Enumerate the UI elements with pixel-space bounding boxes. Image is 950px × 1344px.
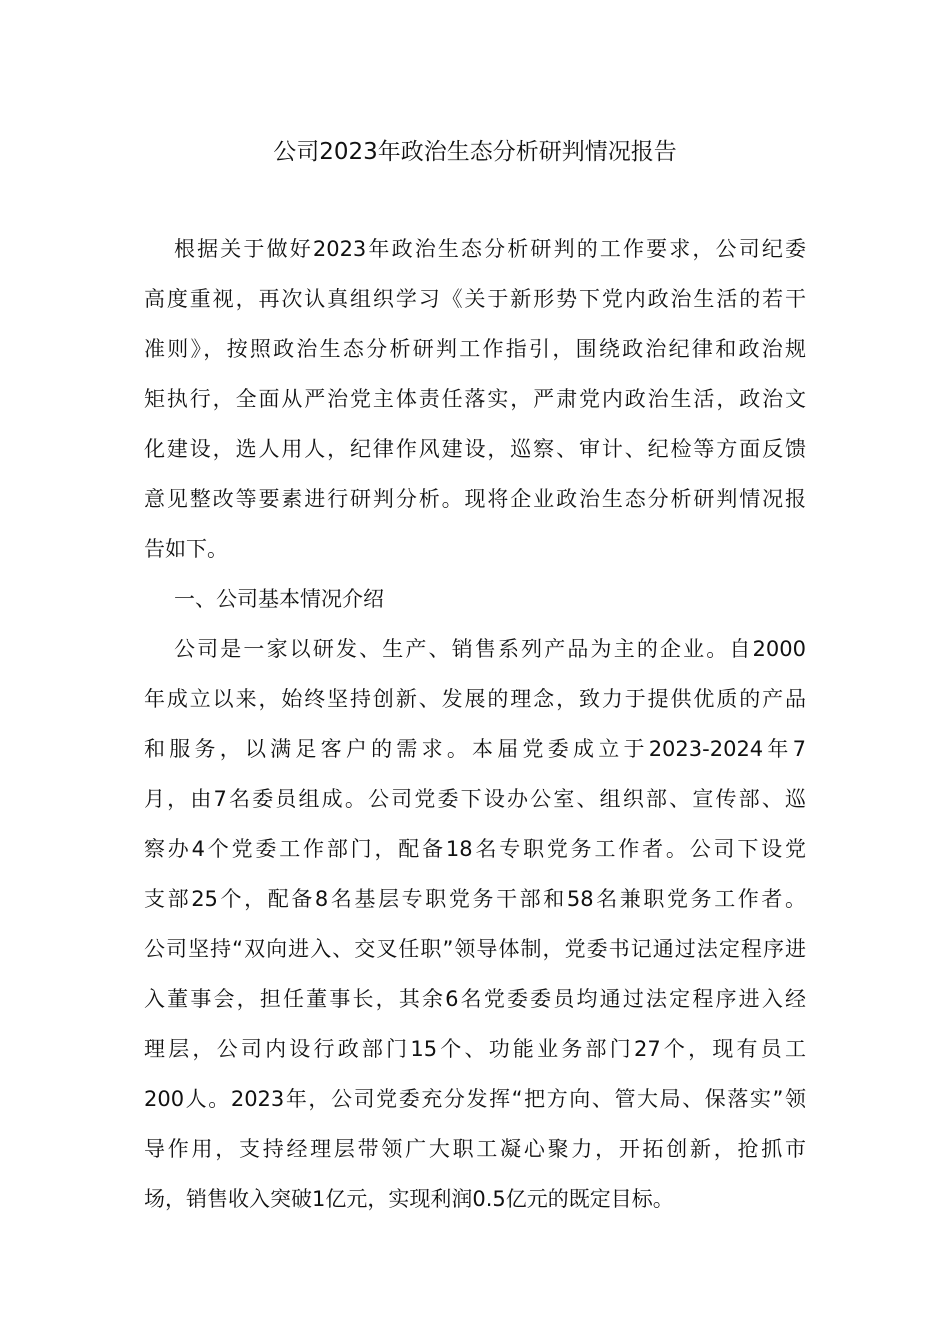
paragraph-line: 200人。2023年，公司党委充分发挥“把方向、管大局、保落实”领 [144, 1087, 806, 1111]
section-heading: 一、公司基本情况介绍 [174, 587, 384, 611]
paragraph-line: 年成立以来，始终坚持创新、发展的理念，致力于提供优质的产品 [144, 687, 806, 711]
paragraph-line: 矩执行，全面从严治党主体责任落实，严肃党内政治生活，政治文 [144, 387, 806, 411]
paragraph-line: 察办4个党委工作部门，配备18名专职党务工作者。公司下设党 [144, 837, 806, 861]
paragraph-line: 公司是一家以研发、生产、销售系列产品为主的企业。自2000 [174, 637, 806, 661]
paragraph-line: 和服务，以满足客户的需求。本届党委成立于2023-2024年7 [144, 737, 806, 761]
paragraph-line: 意见整改等要素进行研判分析。现将企业政治生态分析研判情况报 [144, 487, 806, 511]
paragraph-line: 告如下。 [144, 537, 228, 561]
paragraph-line: 月，由7名委员组成。公司党委下设办公室、组织部、宣传部、巡 [144, 787, 806, 811]
paragraph-line: 支部25个，配备8名基层专职党务干部和58名兼职党务工作者。 [144, 887, 806, 911]
paragraph-line: 导作用，支持经理层带领广大职工凝心聚力，开拓创新，抢抓市 [144, 1137, 806, 1161]
paragraph-line: 化建设，选人用人，纪律作风建设，巡察、审计、纪检等方面反馈 [144, 437, 806, 461]
document-title: 公司2023年政治生态分析研判情况报告 [273, 139, 677, 165]
paragraph-line: 根据关于做好2023年政治生态分析研判的工作要求，公司纪委 [174, 237, 806, 261]
paragraph-line: 高度重视，再次认真组织学习《关于新形势下党内政治生活的若干 [144, 287, 806, 311]
document-body [144, 224, 806, 1224]
paragraph-line: 场，销售收入突破1亿元，实现利润0.5亿元的既定目标。 [144, 1187, 674, 1211]
paragraph-line: 理层，公司内设行政部门15个、功能业务部门27个，现有员工 [144, 1037, 806, 1061]
paragraph-line: 公司坚持“双向进入、交叉任职”领导体制，党委书记通过法定程序进 [144, 937, 806, 961]
paragraph-line: 入董事会，担任董事长，其余6名党委委员均通过法定程序进入经 [144, 987, 806, 1011]
paragraph-line: 准则》，按照政治生态分析研判工作指引，围绕政治纪律和政治规 [144, 337, 806, 361]
